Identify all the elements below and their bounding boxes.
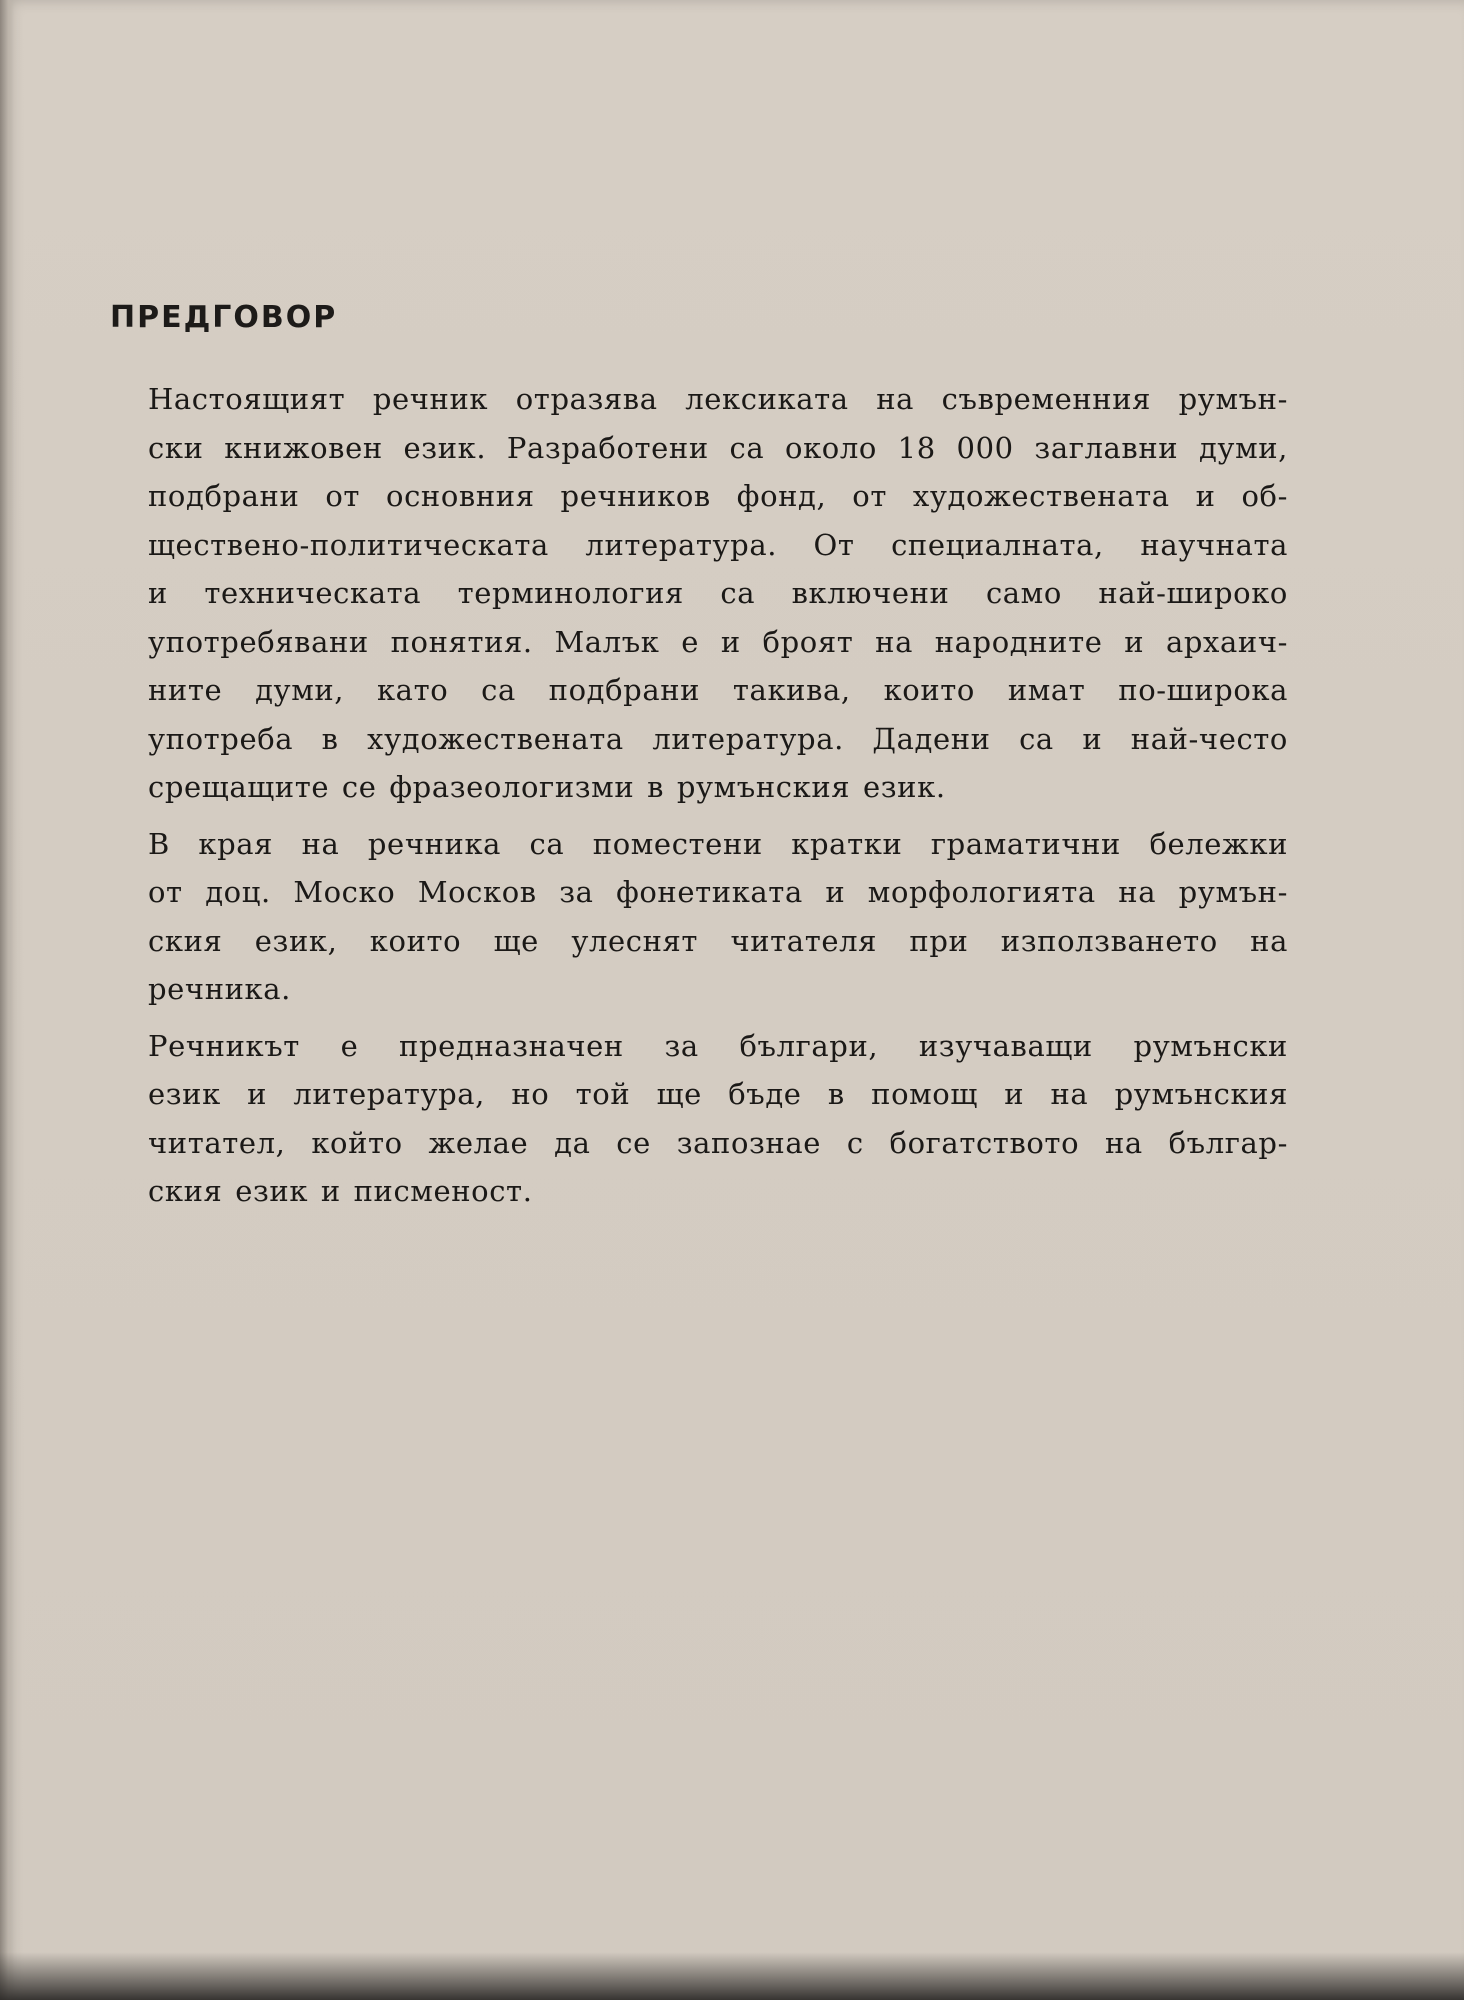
paragraph-1 <box>140 375 1288 812</box>
paragraph-line: употребявани понятия. Малък е и броят на народните и архаич- <box>148 624 1288 659</box>
paragraph-line: ския език, които ще улеснят читателя при използването на <box>148 923 1288 958</box>
paragraph-line: речника. <box>148 972 291 1006</box>
page-title: ПРЕДГОВОР <box>110 300 338 335</box>
preface-text-block <box>110 300 1288 1224</box>
paragraph-line: Настоящият речник отразява лексиката на съвременния румън- <box>148 382 1288 416</box>
paragraph-line: употреба в художествената литература. Дадени са и най-често <box>148 721 1288 756</box>
paragraph-line: от доц. Моско Москов за фонетиката и морфологията на румън- <box>148 875 1288 909</box>
paragraph-line: читател, който желае да се запознае с богатството на българ- <box>148 1125 1288 1160</box>
paragraph-line: ните думи, като са подбрани такива, които имат по-широка <box>148 673 1288 707</box>
paragraph-line: ществено-политическата литература. От специалната, научната <box>148 527 1288 562</box>
paragraph-3 <box>140 1022 1288 1216</box>
paragraph-line: език и литература, но той ще бъде в помощ и на румънския <box>148 1077 1288 1111</box>
paragraph-line: В края на речника са поместени кратки граматични бележки <box>148 826 1288 861</box>
paragraph-line: ски книжовен език. Разработени са около 18 000 заглавни думи, <box>148 430 1288 465</box>
paragraph-line: ския език и писменост. <box>148 1174 533 1208</box>
paragraph-2 <box>140 820 1288 1014</box>
paragraph-line: подбрани от основния речников фонд, от художествената и об- <box>148 479 1288 513</box>
paragraph-line: Речникът е предназначен за българи, изучаващи румънски <box>148 1028 1288 1063</box>
paragraph-line: и техническата терминология са включени само най-широко <box>148 576 1288 610</box>
page-binding-edge <box>0 0 14 2000</box>
paragraph-line: срещащите се фразеологизми в румънския език. <box>148 770 946 804</box>
